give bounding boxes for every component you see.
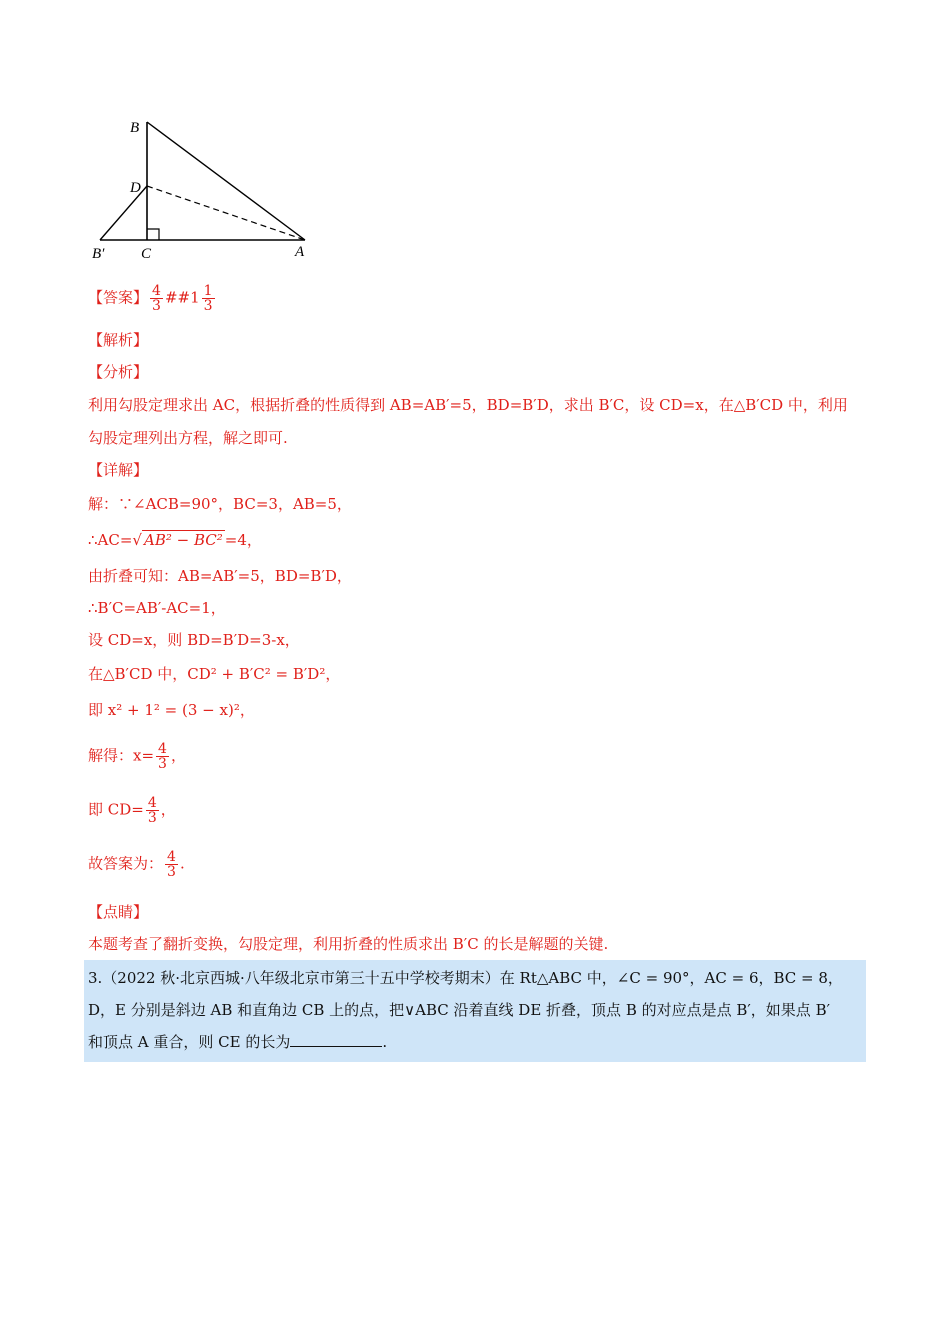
question-line-1: 3.（2022 秋·北京西城·八年级北京市第三十五中学校考期末）在 Rt△ABC 中，∠C = 90°，AC = 6，BC = 8， (88, 969, 843, 987)
detail-line-10: 故答案为： $\frac{4}{3}$ . (88, 849, 185, 880)
answer-blank[interactable] (290, 1032, 382, 1047)
right-angle-mark (147, 229, 159, 240)
answer-fraction-2: $\frac{1}{3}$ (203, 283, 213, 314)
cd-fraction: $\frac{4}{3}$ (147, 795, 157, 826)
segment-da-dashed (147, 186, 305, 240)
label-d: D (130, 180, 141, 196)
detail-line-5: 设 CD=x，则 BD=B′D=3-x， (88, 631, 300, 649)
answer-fraction-1: $\frac{4}{3}$ (152, 283, 161, 314)
detail-line-4: ∴B′C=AB′-AC=1， (88, 599, 226, 617)
detail-line-1: 解：∵∠ACB=90°，BC=3，AB=5， (88, 495, 352, 513)
dianjing-text: 本题考查了翻折变换，勾股定理，利用折叠的性质求出 B′C 的长是解题的关键. (88, 935, 609, 953)
analysis-heading: 【解析】 (88, 331, 149, 349)
detail-line-7: 即 x² + 1² = (3 − x)²， (88, 701, 255, 719)
label-b: B (130, 120, 140, 136)
question-line-3: 和顶点 A 重合，则 CE 的长为 . (88, 1033, 388, 1051)
segment-ba (147, 122, 305, 240)
triangle-figure (88, 108, 318, 268)
detail-heading: 【详解】 (88, 461, 149, 479)
final-fraction: $\frac{4}{3}$ (167, 849, 176, 880)
label-b-prime: B′ (92, 246, 105, 262)
fenxi-line-2: 勾股定理列出方程，解之即可. (88, 429, 288, 447)
sqrt-sign: √ (132, 531, 142, 549)
sqrt-radicand: AB² − BC² (143, 531, 223, 549)
detail-line-2: ∴AC=√ AB² − BC² =4， (88, 531, 262, 549)
question-block (84, 960, 866, 1062)
dianjing-heading: 【点睛】 (88, 903, 149, 921)
answer-tag: 【答案】 (88, 288, 149, 307)
answer-separator: ##1 (164, 288, 200, 307)
answer-line (88, 284, 217, 313)
detail-line-9: 即 CD= $\frac{4}{3}$ ， (88, 795, 176, 826)
fenxi-line-1: 利用勾股定理求出 AC，根据折叠的性质得到 AB=AB′=5，BD=B′D，求出 B′C，设 CD=x，在△B′CD 中，利用 (88, 396, 848, 414)
label-c: C (141, 246, 152, 262)
x-fraction: $\frac{4}{3}$ (158, 741, 167, 772)
detail-line-6: 在△B′CD 中，CD² + B′C² = B′D²， (88, 665, 341, 683)
detail-line-8: 解得：x= $\frac{4}{3}$ ， (88, 741, 186, 772)
detail-line-3: 由折叠可知：AB=AB′=5，BD=B′D， (88, 567, 352, 585)
question-line-2: D，E 分别是斜边 AB 和直角边 CB 上的点，把∨ABC 沿着直线 DE 折叠，顶点 B 的对应点是点 B′，如果点 B′ (88, 1001, 830, 1019)
label-a: A (295, 244, 305, 260)
fenxi-heading: 【分析】 (88, 363, 149, 381)
